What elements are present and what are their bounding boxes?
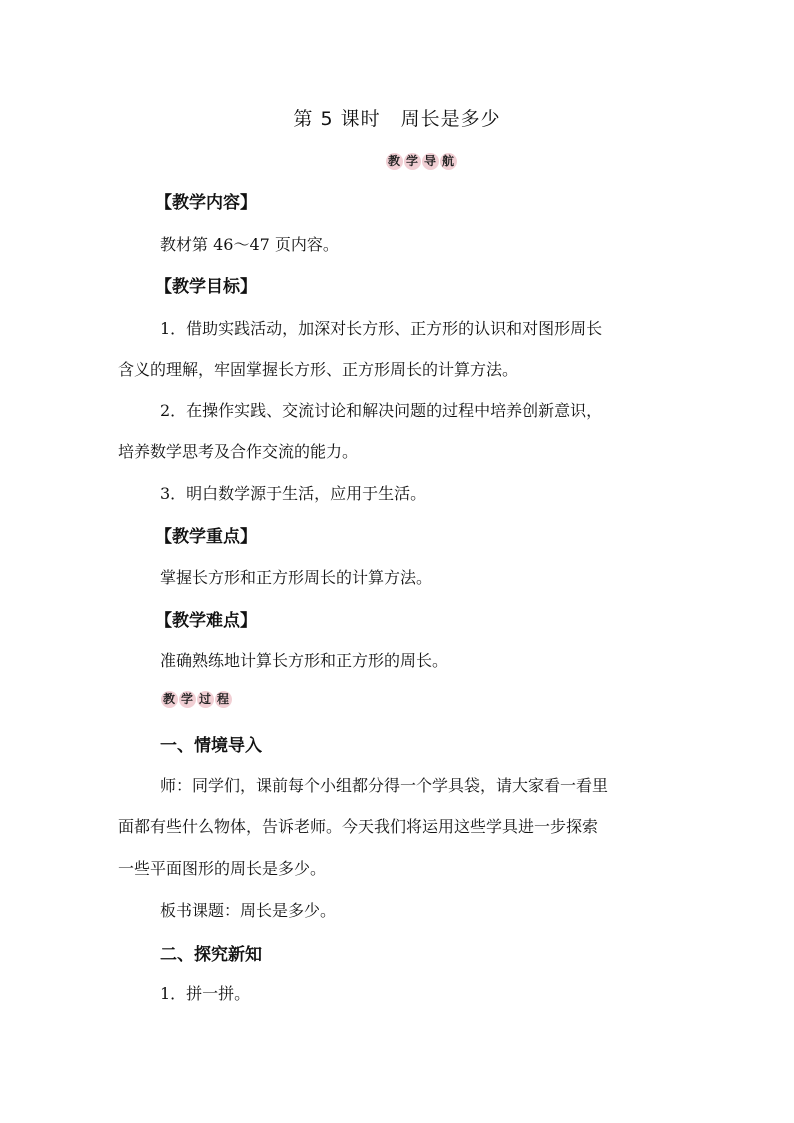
tag-char: 学 xyxy=(405,154,419,168)
tag-char: 过 xyxy=(198,692,212,706)
tag-char: 教 xyxy=(162,692,176,706)
tag-char: 教 xyxy=(387,154,401,168)
part-1-line-1: 师：同学们，课前每个小组都分得一个学具袋，请大家看一看里 xyxy=(160,776,609,795)
part-1-line-3: 一些平面图形的周长是多少。 xyxy=(118,859,327,878)
difficulty-heading: 【教学难点】 xyxy=(155,611,257,631)
tag-char: 导 xyxy=(423,154,437,168)
key-text: 掌握长方形和正方形周长的计算方法。 xyxy=(160,568,433,587)
tag-char: 学 xyxy=(180,692,194,706)
part-1-line-2: 面都有些什么物体，告诉老师。今天我们将运用这些学具进一步探索 xyxy=(118,817,599,836)
part-2-item-1: 1．拼一拼。 xyxy=(160,984,251,1003)
page-title: 第 5 课时 周长是多少 xyxy=(293,108,501,130)
part-2-heading: 二、探究新知 xyxy=(160,945,262,965)
part-1-line-4: 板书课题：周长是多少。 xyxy=(160,901,337,920)
key-heading: 【教学重点】 xyxy=(155,527,257,547)
goals-heading: 【教学目标】 xyxy=(155,277,257,297)
difficulty-text: 准确熟练地计算长方形和正方形的周长。 xyxy=(160,651,449,670)
goal-2-line-2: 培养数学思考及合作交流的能力。 xyxy=(118,442,359,461)
part-1-heading: 一、情境导入 xyxy=(160,736,262,756)
tag-char: 程 xyxy=(216,692,230,706)
teaching-process-tag xyxy=(155,689,239,709)
goal-1-line-2: 含义的理解，牢固掌握长方形、正方形周长的计算方法。 xyxy=(118,360,519,379)
goal-3: 3．明白数学源于生活，应用于生活。 xyxy=(160,484,427,503)
tag-char: 航 xyxy=(441,154,455,168)
content-heading: 【教学内容】 xyxy=(155,193,257,213)
content-text: 教材第 46～47 页内容。 xyxy=(160,235,339,254)
teaching-navigation-tag xyxy=(380,151,464,171)
goal-1-line-1: 1．借助实践活动，加深对长方形、正方形的认识和对图形周长 xyxy=(160,319,603,338)
goal-2-line-1: 2．在操作实践、交流讨论和解决问题的过程中培养创新意识， xyxy=(160,401,603,420)
